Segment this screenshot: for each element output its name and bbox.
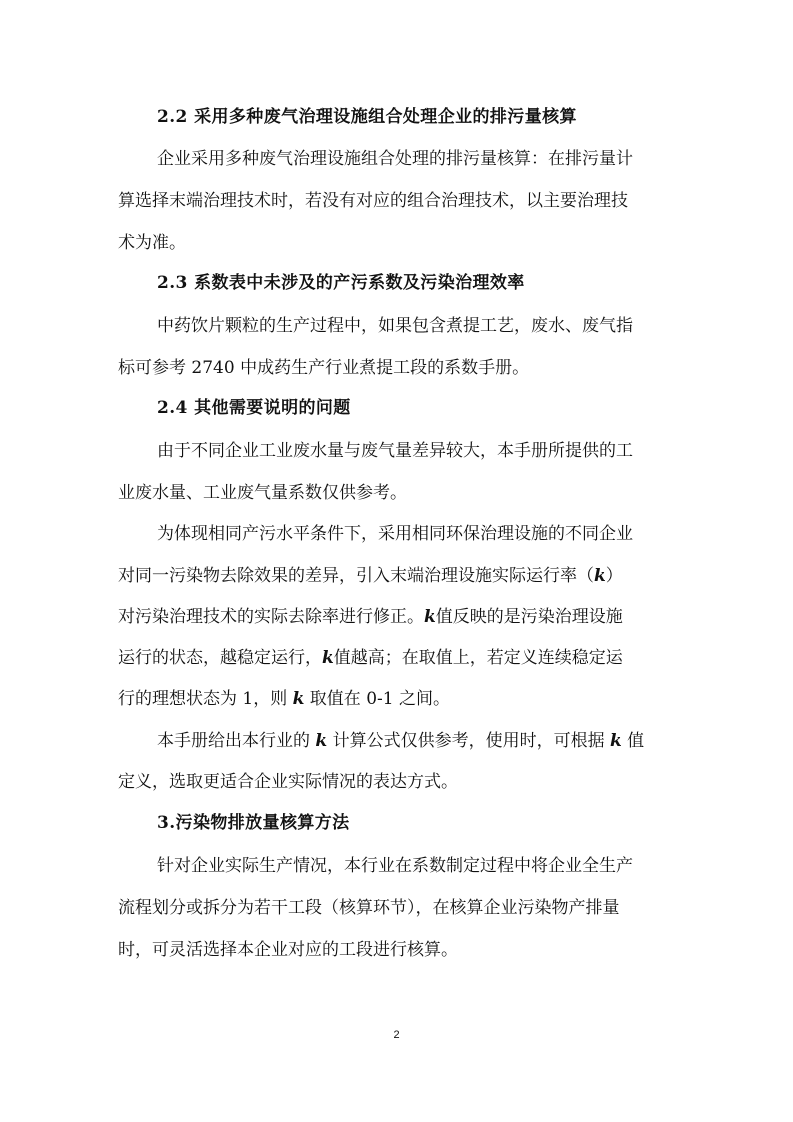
text-run: 值 — [621, 731, 645, 751]
text-run: 对污染治理技术的实际去除率进行修正。 — [118, 607, 424, 627]
section-2-3-heading: 2.3 系数表中未涉及的产污系数及污染治理效率 — [157, 273, 525, 293]
text-run: 值越高；在取值上，若定义连续稳定运 — [333, 648, 623, 668]
text-run: 计算公式仅供参考，使用时，可根据 — [327, 731, 610, 751]
text-run: 取值在 0-1 之间。 — [304, 689, 450, 709]
k-symbol: k — [322, 648, 334, 668]
section-3-line-3: 时，可灵活选择本企业对应的工段进行核算。 — [118, 940, 458, 960]
text-run: 行的理想状态为 1，则 — [118, 689, 293, 709]
section-3-line-2: 流程划分或拆分为若干工段（核算环节），在核算企业污染物产排量 — [118, 898, 620, 918]
section-2-3-line-1: 中药饮片颗粒的生产过程中，如果包含煮提工艺，废水、废气指 — [157, 316, 633, 336]
text-run: 本手册给出本行业的 — [157, 731, 316, 751]
section-2-4-p2-line-4 — [118, 648, 623, 668]
text-run: ） — [605, 566, 623, 586]
k-symbol: k — [594, 566, 606, 586]
section-2-2-line-2: 算选择末端治理技术时，若没有对应的组合治理技术，以主要治理技 — [118, 191, 628, 211]
section-2-4-p3-line-1 — [157, 731, 644, 751]
section-2-4-p2-line-5 — [118, 689, 450, 709]
text-run: 值反映的是污染治理设施 — [435, 607, 623, 627]
k-symbol: k — [424, 607, 436, 627]
section-2-4-p3-line-2: 定义，选取更适合企业实际情况的表达方式。 — [118, 772, 458, 792]
k-symbol: k — [610, 731, 622, 751]
text-run: 对同一污染物去除效果的差异，引入末端治理设施实际运行率（ — [118, 566, 594, 586]
section-2-4-p1-line-2: 业废水量、工业废气量系数仅供参考。 — [118, 483, 407, 503]
page-number: 2 — [393, 1029, 400, 1041]
section-2-2-line-1: 企业采用多种废气治理设施组合处理的排污量核算：在排污量计 — [157, 149, 633, 169]
section-2-2-heading: 2.2 采用多种废气治理设施组合处理企业的排污量核算 — [157, 107, 577, 127]
section-2-4-p1-line-1: 由于不同企业工业废水量与废气量差异较大，本手册所提供的工 — [157, 441, 633, 461]
section-3-heading: 3.污染物排放量核算方法 — [157, 813, 350, 833]
section-3-line-1: 针对企业实际生产情况，本行业在系数制定过程中将企业全生产 — [157, 856, 633, 876]
text-run: 运行的状态，越稳定运行， — [118, 648, 322, 668]
section-2-3-line-2: 标可参考 2740 中成药生产行业煮提工段的系数手册。 — [118, 358, 530, 378]
k-symbol: k — [292, 689, 305, 709]
section-2-4-p2-line-2 — [118, 566, 623, 586]
section-2-4-p2-line-1: 为体现相同产污水平条件下，采用相同环保治理设施的不同企业 — [157, 524, 633, 544]
section-2-4-heading: 2.4 其他需要说明的问题 — [157, 398, 351, 418]
k-symbol: k — [315, 731, 328, 751]
section-2-4-p2-line-3 — [118, 607, 623, 627]
section-2-2-line-3: 术为准。 — [118, 233, 186, 253]
